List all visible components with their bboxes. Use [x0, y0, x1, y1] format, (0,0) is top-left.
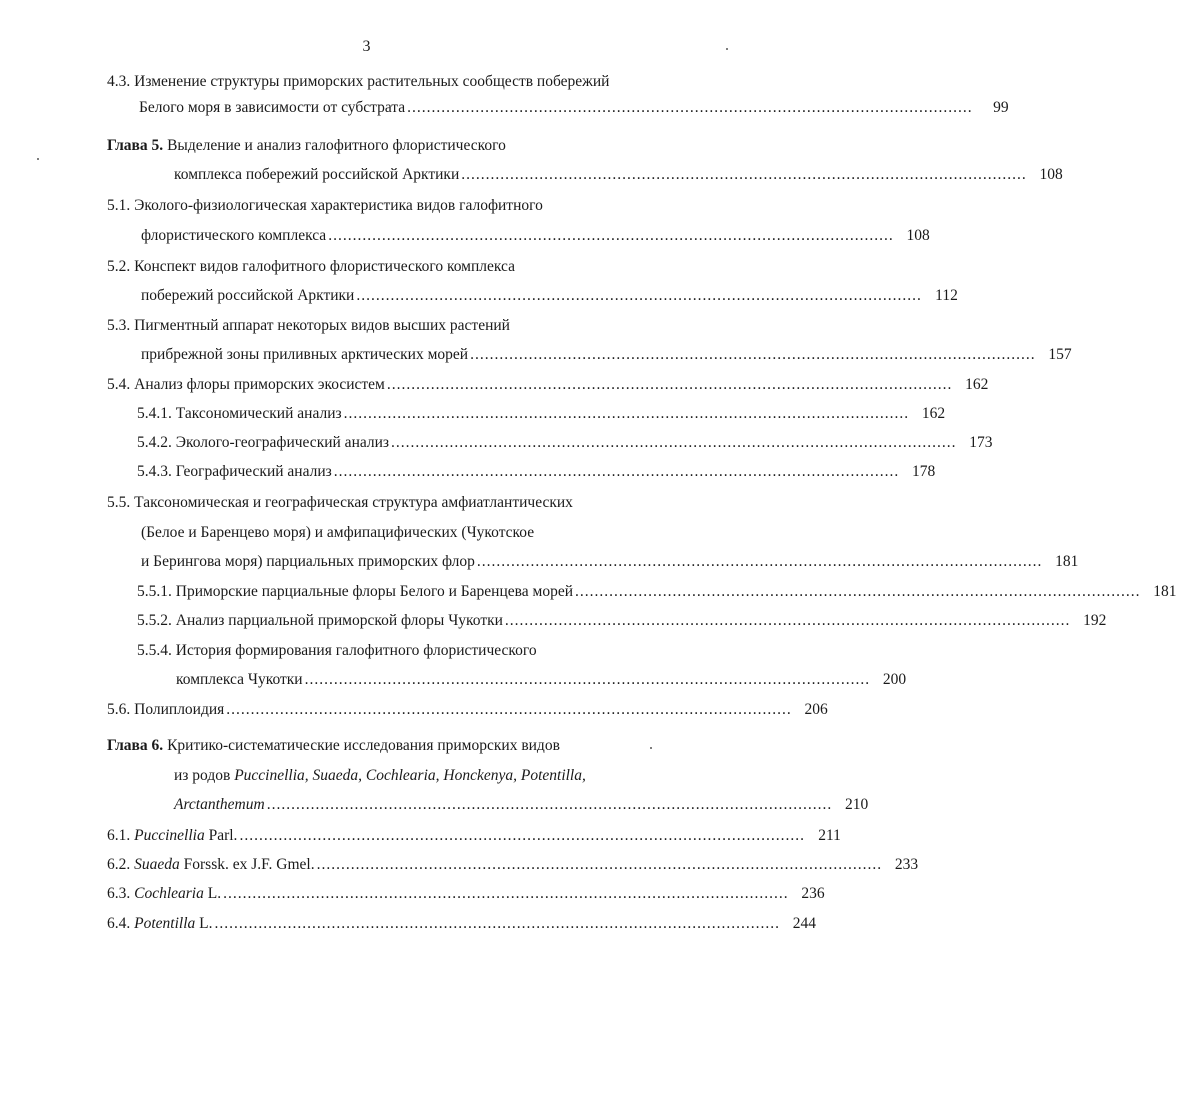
toc-entry-text: [107, 826, 237, 846]
toc-entry-text: из родов: [174, 767, 235, 784]
dot-leader: ....................................................................................................................: [304, 671, 871, 688]
page-number: 3: [362, 38, 371, 55]
toc-entry-text: 5.4.1. Таксономический анализ: [137, 405, 342, 422]
toc-page-number: 236: [801, 885, 825, 902]
entry-number: 6.2.: [107, 856, 135, 873]
toc-entry-text: Белого моря в зависимости от субстрата: [139, 99, 406, 116]
dot-leader: ....................................................................................................................: [328, 227, 894, 244]
toc-page-number: 173: [969, 434, 993, 451]
toc-page-number: 233: [894, 856, 919, 873]
toc-entry-text: прибрежной зоны приливных арктических морей: [141, 346, 469, 363]
genus-name: Suaeda: [134, 856, 180, 873]
toc-entry-5-2-line2: [141, 286, 958, 306]
toc-page-number: 162: [965, 376, 989, 393]
toc-entry-text: 5.4. Анализ флоры приморских экосистем: [107, 376, 385, 393]
toc-entry-text: Arctanthemum: [174, 796, 265, 813]
toc-entry-text: [107, 855, 315, 875]
dot-leader: ....................................................................................................................: [470, 346, 1036, 363]
toc-entry-5-1-line2: [141, 226, 930, 246]
toc-entry-6-3: [107, 884, 825, 904]
toc-page-number: 181: [1055, 553, 1079, 570]
genus-list: Puccinellia, Suaeda, Cochlearia, Honckenya, Potentilla,: [234, 767, 586, 784]
chapter-label: Глава 5.: [107, 137, 164, 154]
toc-entry-5-5-4-line2: [176, 670, 907, 690]
toc-entry-5-3-line2: [141, 345, 1072, 365]
toc-chapter-6-line1: [107, 736, 560, 756]
dot-leader: ....................................................................................................................: [461, 166, 1027, 183]
toc-entry-4-3-line2: [139, 98, 1009, 118]
author-citation: Parl.: [204, 827, 238, 844]
dot-leader: ....................................................................................................................: [223, 885, 789, 902]
toc-entry-5-5-2: [137, 611, 1107, 631]
toc-page-number: 108: [906, 227, 930, 244]
toc-page-number: 210: [844, 796, 869, 813]
toc-entry-6-2: [107, 855, 919, 875]
toc-chapter-6-line2: [174, 766, 586, 786]
toc-page-number: 206: [804, 701, 828, 718]
scan-speck: [37, 158, 39, 160]
toc-chapter-5-line1: [107, 136, 506, 156]
toc-page-number: 157: [1048, 346, 1072, 363]
dot-leader: ....................................................................................................................: [391, 434, 957, 451]
toc-entry-5-4-3: [137, 462, 936, 482]
toc-page-number: 244: [792, 915, 816, 932]
toc-entry-text: комплекса побережий российской Арктики: [174, 166, 460, 183]
toc-entry-5-5-line2: (Белое и Баренцево моря) и амфипацифических (Чукотское: [141, 524, 535, 541]
toc-entry-text: 5.6. Полиплоидия: [107, 701, 225, 718]
toc-entry-5-4-2: [137, 433, 993, 453]
toc-entry-5-5-1: [137, 582, 1177, 602]
dot-leader: ....................................................................................................................: [575, 583, 1141, 600]
toc-entry-text: и Берингова моря) парциальных приморских флор: [141, 553, 475, 570]
scan-speck: [650, 747, 652, 749]
dot-leader: ....................................................................................................................: [214, 915, 780, 932]
entry-number: 6.1.: [107, 827, 135, 844]
dot-leader: ....................................................................................................................: [333, 463, 900, 480]
entry-number: 6.3.: [107, 885, 135, 902]
toc-page-number: 211: [818, 827, 841, 844]
toc-entry-text: [107, 884, 221, 904]
toc-entry-4-3-line1: 4.3. Изменение структуры приморских растительных сообществ побережий: [107, 73, 610, 90]
entry-number: 6.4.: [107, 915, 135, 932]
genus-name: Potentilla: [134, 915, 196, 932]
toc-entry-5-4-1: [137, 404, 946, 424]
toc-entry-5-6: [107, 700, 828, 720]
dot-leader: ....................................................................................................................: [407, 99, 973, 116]
dot-leader: ....................................................................................................................: [356, 287, 922, 304]
toc-entry-5-2-line1: 5.2. Конспект видов галофитного флористического комплекса: [107, 258, 515, 275]
toc-entry-6-4: [107, 914, 816, 934]
toc-entry-text: 5.5.2. Анализ парциальной приморской флоры Чукотки: [137, 612, 503, 629]
author-citation: L.: [203, 885, 222, 902]
toc-entry-5-5-4-line1: 5.5.4. История формирования галофитного флористического: [137, 642, 537, 659]
author-citation: L.: [195, 915, 213, 932]
toc-page-number: 108: [1039, 166, 1063, 183]
toc-entry-text: [107, 914, 212, 934]
genus-name: Cochlearia: [134, 885, 204, 902]
author-citation: Forssk. ex J.F. Gmel.: [179, 856, 315, 873]
chapter-label: Глава 6.: [107, 737, 164, 754]
dot-leader: ....................................................................................................................: [504, 612, 1071, 629]
toc-entry-5-4: [107, 375, 989, 395]
dot-leader: ....................................................................................................................: [226, 701, 792, 718]
dot-leader: ....................................................................................................................: [343, 405, 910, 422]
toc-chapter-5-line2: [174, 165, 1063, 185]
dot-leader: ....................................................................................................................: [476, 553, 1043, 570]
dot-leader: ....................................................................................................................: [386, 376, 953, 393]
toc-entry-text: 5.5.1. Приморские парциальные флоры Белого и Баренцева морей: [137, 583, 573, 600]
toc-entry-6-1: [107, 826, 841, 846]
toc-entry-text: Выделение и анализ галофитного флористического: [163, 137, 506, 154]
toc-entry-5-5-line1: 5.5. Таксономическая и географическая структура амфиатлантических: [107, 494, 573, 511]
toc-chapter-6-line3: [174, 795, 869, 815]
dot-leader: ....................................................................................................................: [266, 796, 833, 813]
toc-entry-text: 5.4.3. Географический анализ: [137, 463, 332, 480]
toc-page-number: 181: [1153, 583, 1177, 600]
scan-speck: [726, 48, 728, 50]
toc-page-number: 112: [935, 287, 958, 304]
toc-entry-5-1-line1: 5.1. Эколого-физиологическая характеристика видов галофитного: [107, 197, 543, 214]
toc-entry-text: 5.4.2. Эколого-географический анализ: [137, 434, 390, 451]
genus-name: Puccinellia: [134, 827, 205, 844]
toc-entry-text: побережий российской Арктики: [141, 287, 355, 304]
toc-page-number: 162: [921, 405, 946, 422]
toc-page-number: 178: [912, 463, 936, 480]
toc-entry-text: Критико-систематические исследования приморских видов: [163, 737, 560, 754]
toc-entry-text: комплекса Чукотки: [176, 671, 303, 688]
toc-page-number: 192: [1083, 612, 1107, 629]
toc-entry-5-5-line3: [141, 552, 1079, 572]
toc-page-number: 99: [993, 99, 1009, 116]
toc-page-number: 200: [882, 671, 907, 688]
dot-leader: ....................................................................................................................: [316, 856, 883, 873]
toc-entry-5-3-line1: 5.3. Пигментный аппарат некоторых видов высших растений: [107, 317, 510, 334]
toc-entry-text: флористического комплекса: [141, 227, 327, 244]
dot-leader: ....................................................................................................................: [239, 827, 805, 844]
